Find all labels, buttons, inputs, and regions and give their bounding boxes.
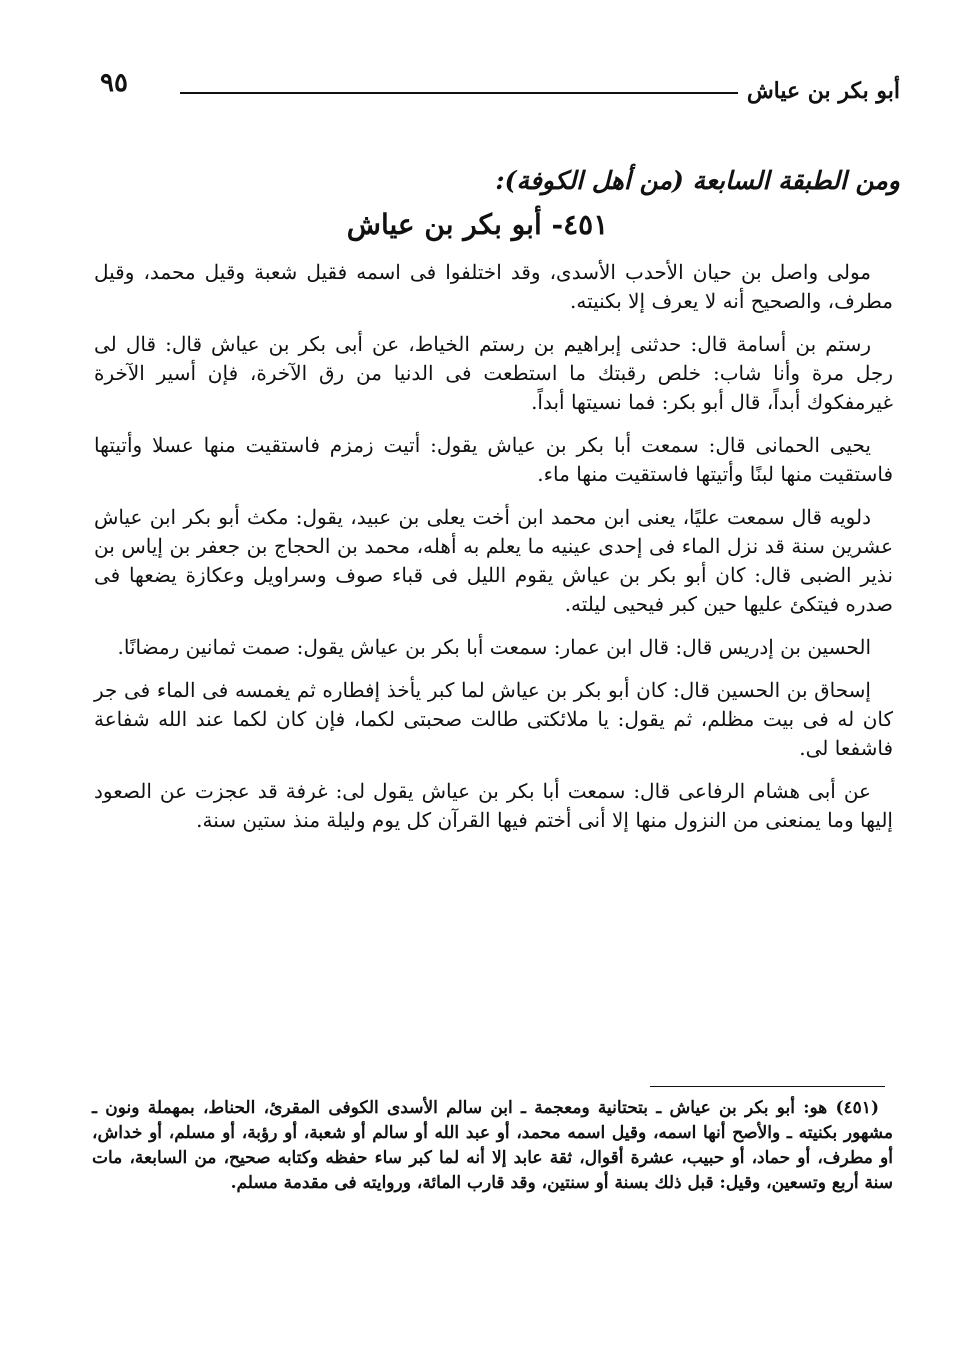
footnote-text: (٤٥١) هو: أبو بكر بن عياش ـ بتحتانية ومعجمة ـ ابن سالم الأسدى الكوفى المقرئ، الحناط، بمهملة ونون ـ مشهور بكنيته ـ والأصح أنها اسمه، وقيل اسمه محمد، أو عبد الله أو سالم أو شعبة، أو رؤبة، أو مسلم، أو خداش، أو مطرف، أو حماد، أو حبيب، عشرة أقوال، ثقة عابد إلا أنه لما كبر ساء حفظه وكتابه صحيح، من السابعة، مات سنة أربع وتسعين، وقيل: قبل ذلك بسنة أو سنتين، وقد قارب المائة، وروايته فى مقدمة مسلم.	[92, 1098, 893, 1193]
footnote	[92, 1096, 893, 1196]
paragraph: يحيى الحمانى قال: سمعت أبا بكر بن عياش يقول: أتيت زمزم فاستقيت منها عسلا وأتيتها فاستقيت منها لبنًا وأتيتها فاستقيت منها ماء.	[94, 433, 893, 486]
body-text	[94, 258, 893, 849]
paragraph: رستم بن أسامة قال: حدثنى إبراهيم بن رستم الخياط، عن أبى بكر بن عياش قال: قال لى رجل مرة وأنا شاب: خلص رقبتك ما استطعت فى الدنيا من رق الآخرة، فإن أسير الآخرة غيرمفكوك أبداً، قال أبو بكر: فما نسيتها أبداً.	[94, 332, 893, 414]
paragraph: دلويه قال سمعت عليًا، يعنى ابن محمد ابن أخت يعلى بن عبيد، يقول: مكث أبو بكر ابن عياش عشرين سنة قد نزل الماء فى إحدى عينيه ما يعلم به أهله، محمد بن الحجاج بن جعفر بن إياس بن نذير الضبى قال: كان أبو بكر بن عياش يقوم الليل فى قباء صوف وسراويل وعكازة يضعها فى صدره فيتكئ عليها حين كبر فيحيى ليلته.	[94, 505, 893, 616]
page-number: ٩٥	[100, 68, 128, 98]
paragraph: إسحاق بن الحسين قال: كان أبو بكر بن عياش لما كبر يأخذ إفطاره ثم يغمسه فى الماء فى جر كان له فى بيت مظلم، ثم يقول: يا ملائكتى طالت صحبتى لكما، فإن كان لكما عند الله شفاعة فاشفعا لى.	[94, 678, 894, 760]
running-header	[92, 68, 900, 112]
footnote-rule	[650, 1086, 885, 1087]
paragraph: الحسين بن إدريس قال: قال ابن عمار: سمعت أبا بكر بن عياش يقول: صمت ثمانين رمضانًا.	[117, 635, 871, 659]
section-heading: ومن الطبقة السابعة (من أهل الكوفة):	[495, 166, 900, 195]
running-title: أبو بكر بن عياش	[746, 78, 900, 104]
entry-title: ٤٥١- أبو بكر بن عياش	[346, 208, 609, 241]
header-rule	[180, 92, 738, 94]
paragraph: مولى واصل بن حيان الأحدب الأسدى، وقد اختلفوا فى اسمه فقيل شعبة وقيل محمد، وقيل مطرف، والصحيح أنه لا يعرف إلا بكنيته.	[94, 260, 893, 313]
paragraph: عن أبى هشام الرفاعى قال: سمعت أبا بكر بن عياش يقول لى: غرفة قد عجزت عن الصعود إليها وما يمنعنى من النزول منها إلا أنى أختم فيها القرآن كل يوم وليلة منذ ستين سنة.	[94, 779, 893, 832]
